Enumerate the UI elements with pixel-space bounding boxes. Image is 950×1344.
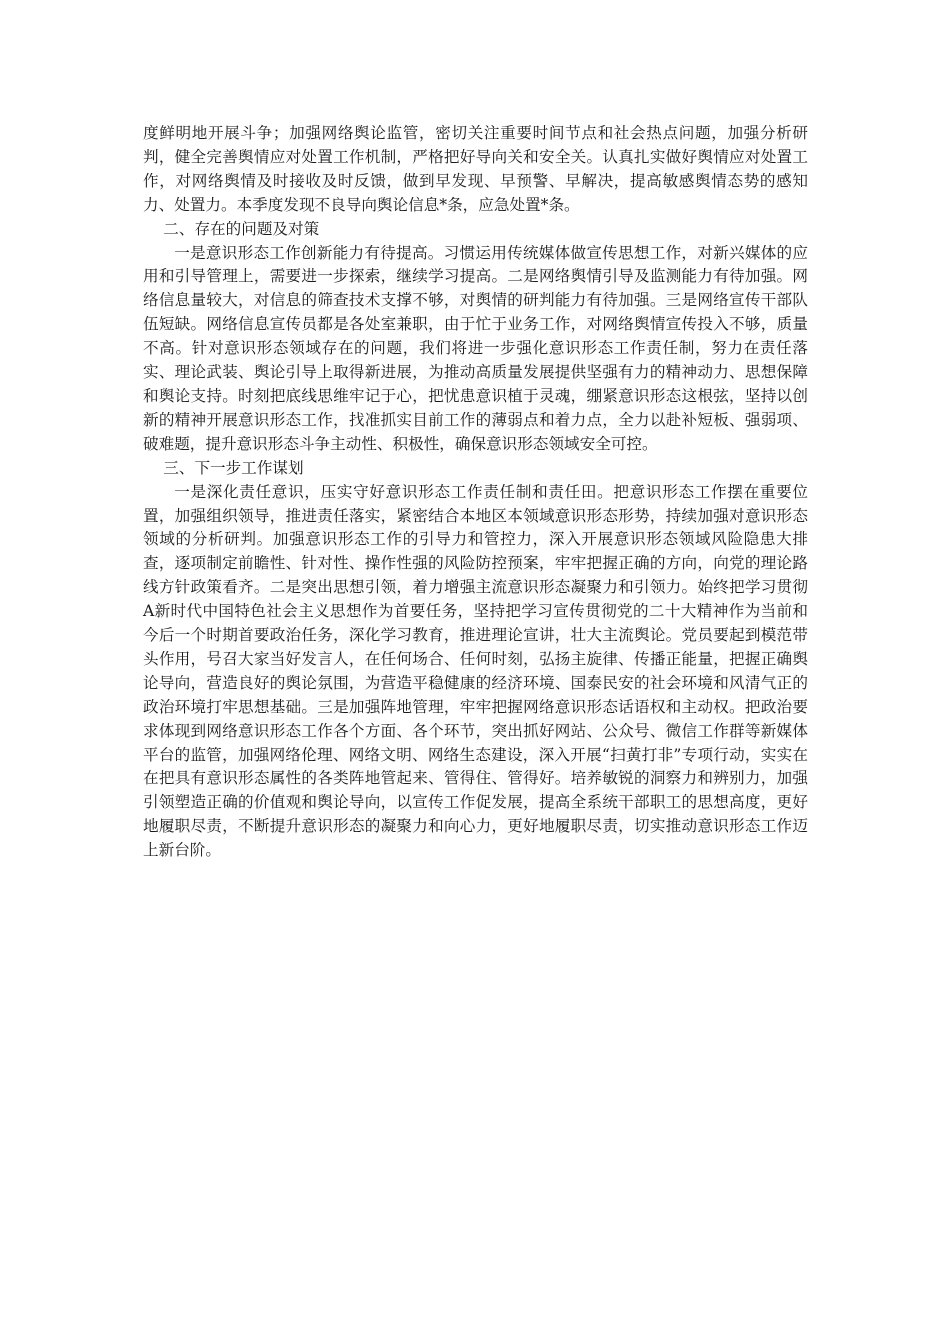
paragraph-continued: 度鲜明地开展斗争；加强网络舆论监管，密切关注重要时间节点和社会热点问题，加强分析研判，健全完善舆情应对处置工作机制，严格把好导向关和安全关。认真扎实做好舆情应对处置工作，对网络舆情及时接收及时反馈，做到早发现、早预警、早解决，提高敏感舆情态势的感知力、处置力。本季度发现不良导向舆论信息*条，应急处置*条。	[143, 124, 808, 214]
paragraph-next-steps: 一是深化责任意识，压实守好意识形态工作责任制和责任田。把意识形态工作摆在重要位置，加强组织领导，推进责任落实，紧密结合本地区本领域意识形态形势，持续加强对意识形态领域的分析研判。加强意识形态工作的引导力和管控力，深入开展意识形态领域风险隐患大排查，逐项制定前瞻性、针对性、操作性强的风险防控预案，牢牢把握正确的方向，向党的理论路线方针政策看齐。二是突出思想引领，着力增强主流意识形态凝聚力和引领力。始终把学习贯彻A新时代中国特色社会主义思想作为首要任务，坚持把学习宣传贯彻党的二十大精神作为当前和今后一个时期首要政治任务，深化学习教育，推进理论宣讲，壮大主流舆论。党员要起到模范带头作用，号召大家当好发言人，在任何场合、任何时刻，弘扬主旋律、传播正能量，把握正确舆论导向，营造良好的舆论氛围，为营造平稳健康的经济环境、国泰民安的社会环境和风清气正的政治环境打牢思想基础。三是加强阵地管理，牢牢把握网络意识形态话语权和主动权。把政治要求体现到网络意识形态工作各个方面、各个环节，突出抓好网站、公众号、微信工作群等新媒体平台的监管，加强网络伦理、网络文明、网络生态建设，深入开展“扫黄打非”专项行动，实实在在把具有意识形态属性的各类阵地管起来、管得住、管得好。培养敏锐的洞察力和辨别力，加强引领塑造正确的价值观和舆论导向，以宣传工作促发展，提高全系统干部职工的思想高度，更好地履职尽责，不断提升意识形态的凝聚力和向心力，更好地履职尽责，切实推动意识形态工作迈上新台阶。	[143, 482, 808, 860]
section-heading-problems: 二、存在的问题及对策	[163, 219, 320, 238]
section-heading-next-steps: 三、下一步工作谋划	[163, 458, 304, 477]
paragraph-problems: 一是意识形态工作创新能力有待提高。习惯运用传统媒体做宣传思想工作，对新兴媒体的应用和引导管理上，需要进一步探索，继续学习提高。二是网络舆情引导及监测能力有待加强。网络信息量较大，对信息的筛查技术支撑不够，对舆情的研判能力有待加强。三是网络宣传干部队伍短缺。网络信息宣传员都是各处室兼职，由于忙于业务工作，对网络舆情宣传投入不够，质量不高。针对意识形态领域存在的问题，我们将进一步强化意识形态工作责任制，努力在责任落实、理论武装、舆论引导上取得新进展，为推动高质量发展提供坚强有力的精神动力、思想保障和舆论支持。时刻把底线思维牢记于心，把忧患意识植于灵魂，绷紧意识形态这根弦，坚持以创新的精神开展意识形态工作，找准抓实目前工作的薄弱点和着力点，全力以赴补短板、强弱项、破难题，提升意识形态斗争主动性、积极性，确保意识形态领域安全可控。	[143, 243, 808, 453]
document-page	[143, 122, 808, 863]
